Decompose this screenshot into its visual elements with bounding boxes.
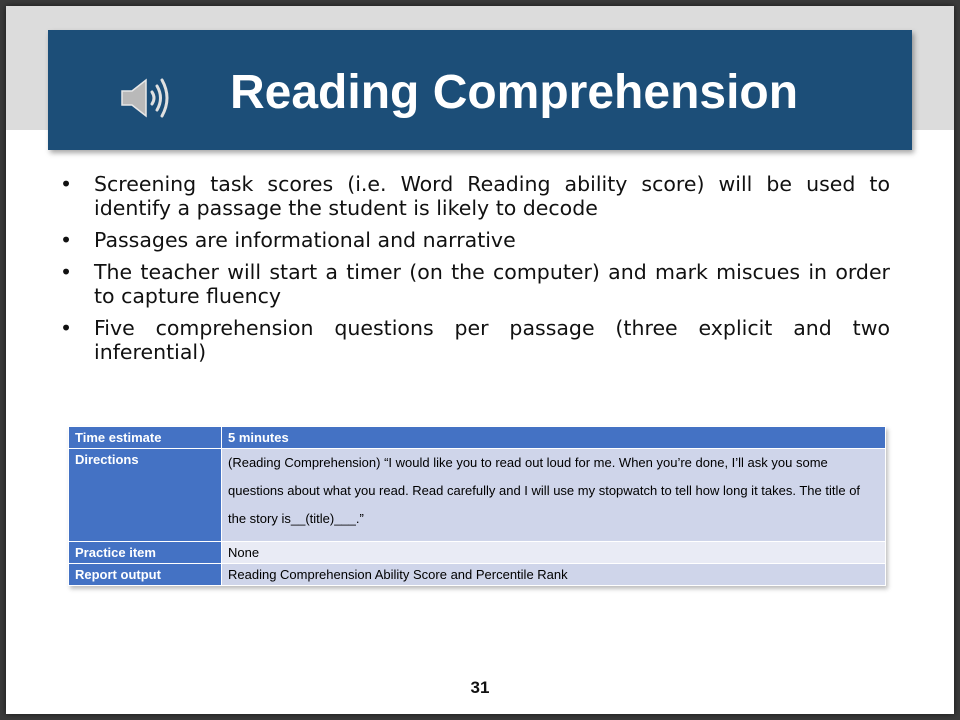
row-label: Directions [69,449,222,542]
row-label: Practice item [69,542,222,564]
title-bar [48,30,912,150]
row-label: Time estimate [69,427,222,449]
table-row [69,449,886,542]
page-title: Reading Comprehension [230,66,799,119]
page-number: 31 [470,678,490,697]
table-row [69,564,886,586]
table-row [69,542,886,564]
info-table [68,426,886,586]
bullet-list [60,172,890,372]
row-value: None [222,542,886,564]
row-label: Report output [69,564,222,586]
bullet-item: • Five comprehension questions per passage (three explicit and two inferential) [60,316,890,364]
bullet-item: • The teacher will start a timer (on the computer) and mark miscues in order to capture fluency [60,260,890,308]
row-value: Reading Comprehension Ability Score and Percentile Rank [222,564,886,586]
slide [6,6,954,714]
bullet-item: • Screening task scores (i.e. Word Reading ability score) will be used to identify a passage the student is likely to decode [60,172,890,220]
table-row [69,427,886,449]
row-value: 5 minutes [222,427,886,449]
bullet-item: • Passages are informational and narrative [60,228,890,252]
row-value: (Reading Comprehension) “I would like you to read out loud for me. When you’re done, I’ll ask you some questions about what you read. Read carefully and I will use my stopwatch to tell how long it takes. The title of the story is__(title)___.” [222,449,886,542]
speaker-icon[interactable] [118,74,170,122]
